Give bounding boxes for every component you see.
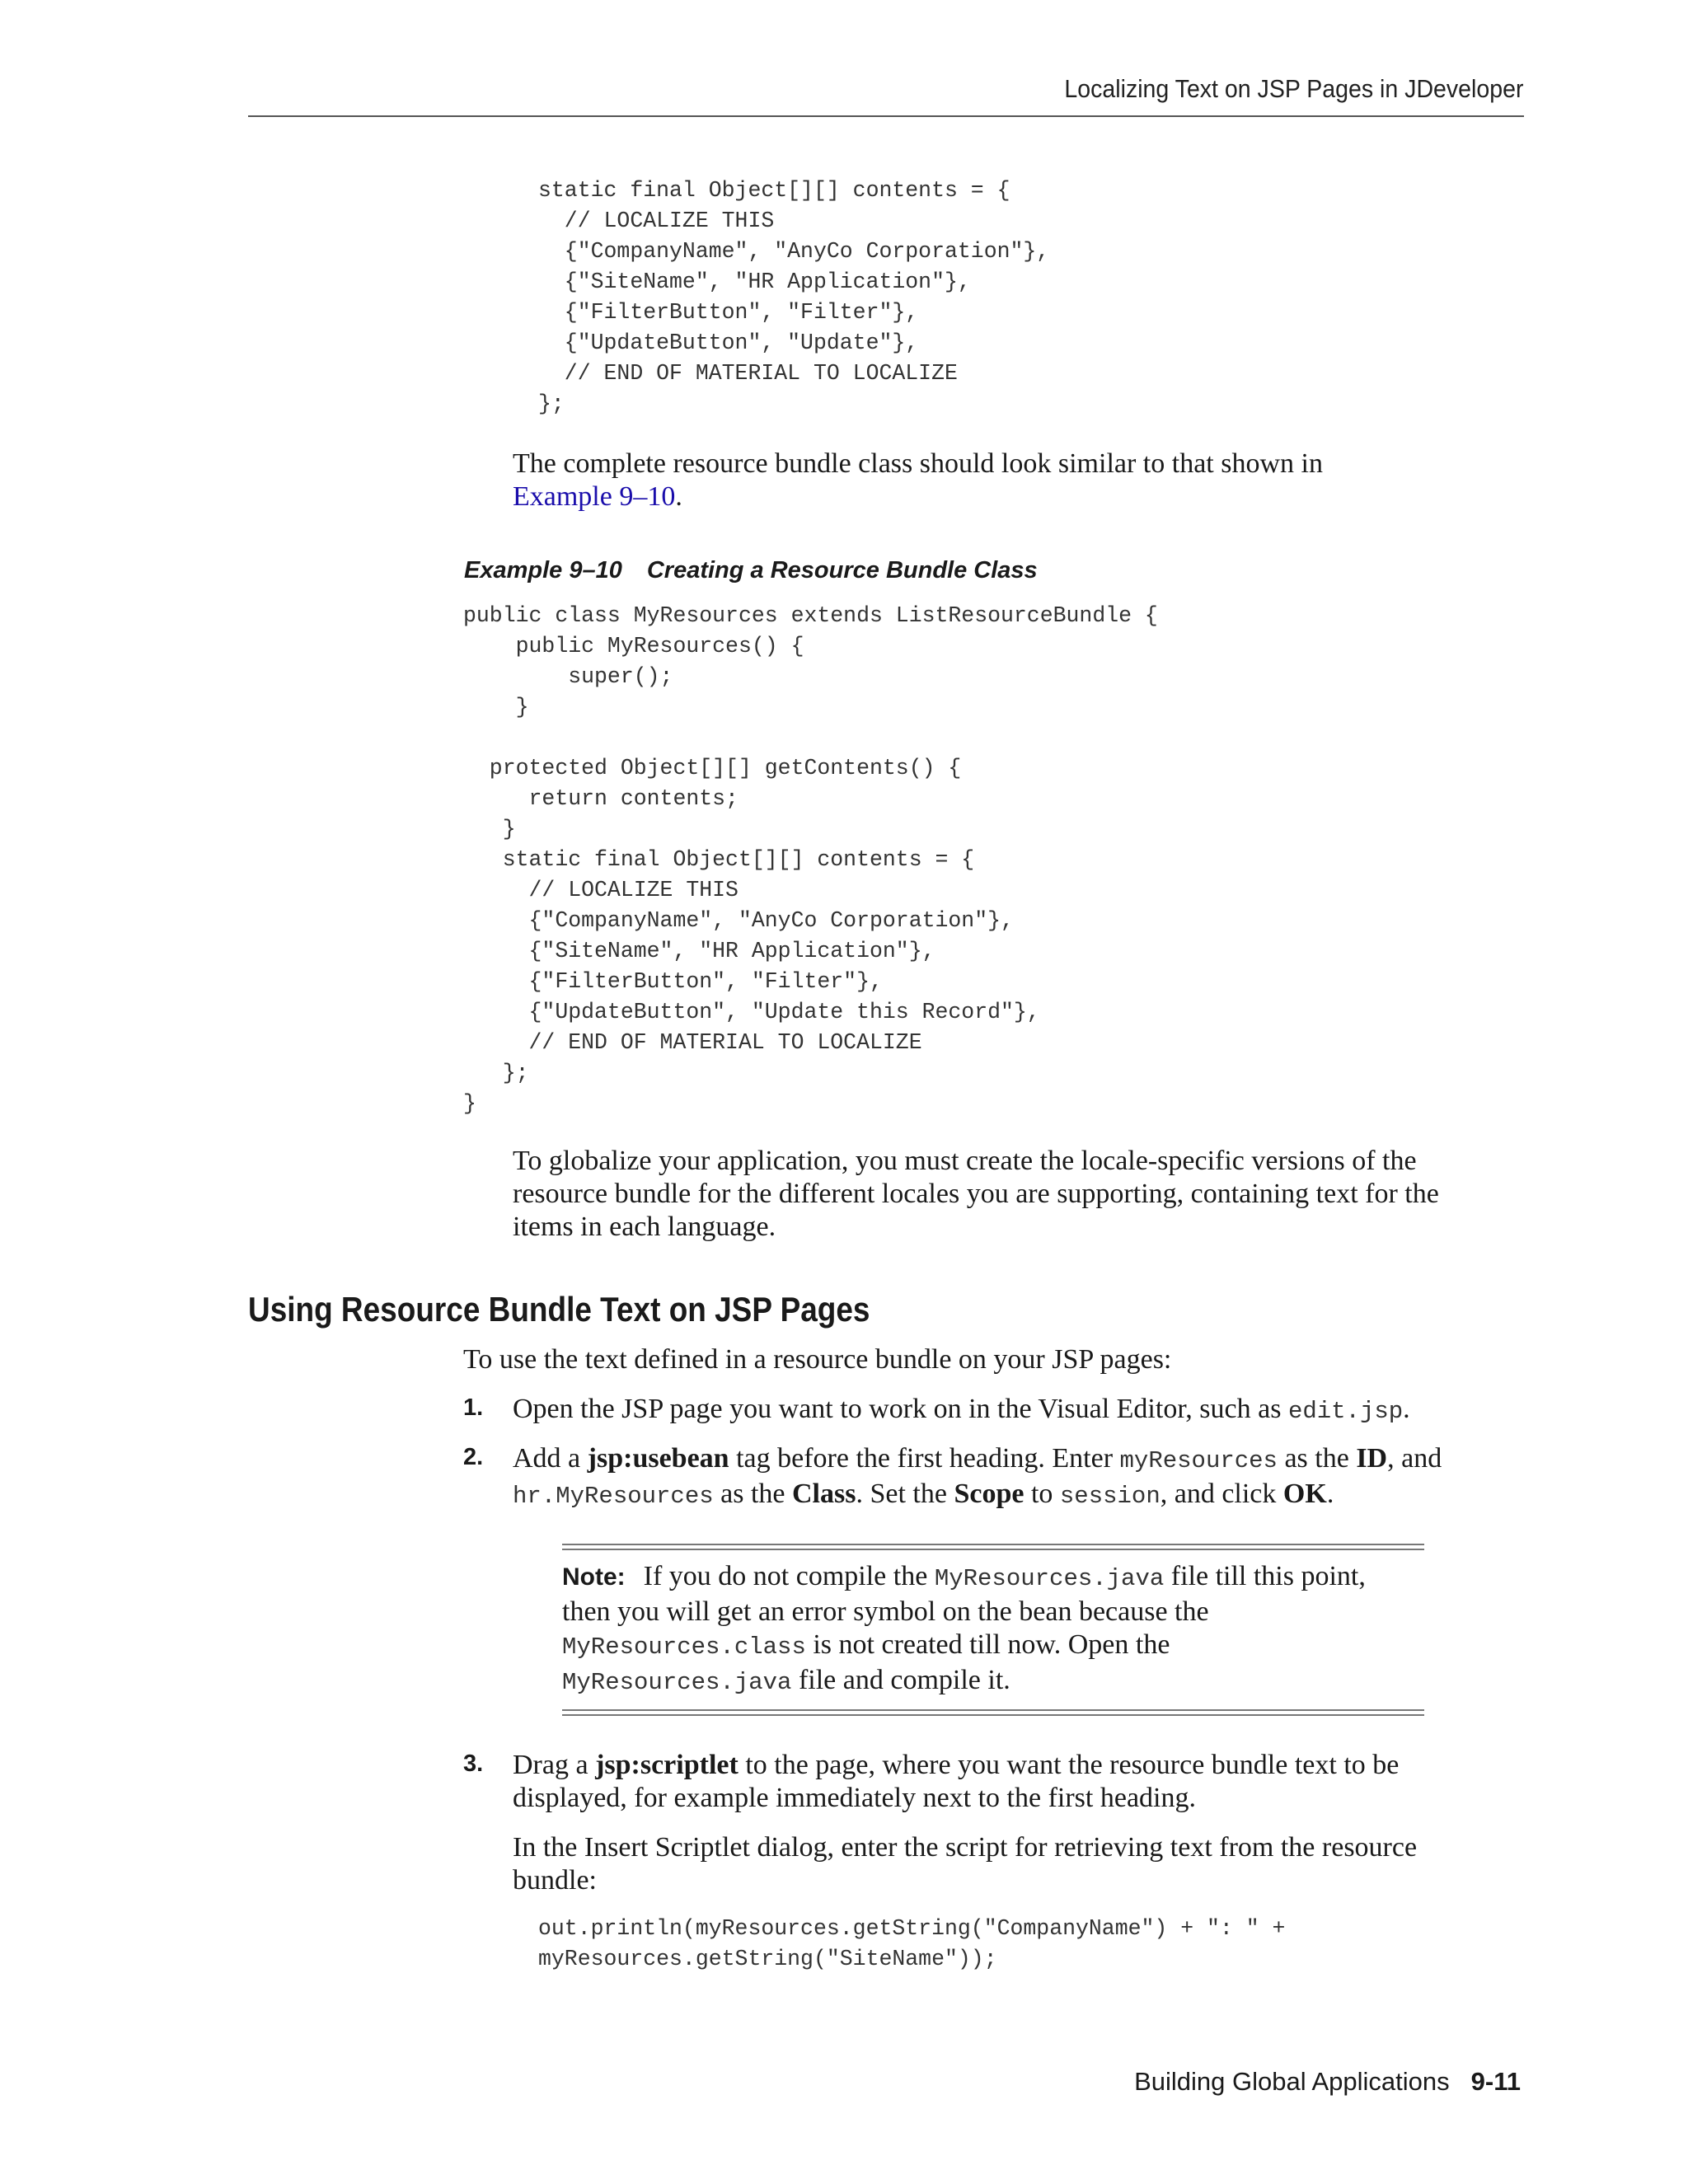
code-block-example: public class MyResources extends ListResourceBundle { public MyResources() { super(); } protected Object[][] getContents() { return contents; } static final Object[][] contents = { // LOCALIZE THIS {"CompanyName", "AnyCo Corporation"}, {"SiteName", "HR Application"}, {"FilterButton", "Filter"}, {"UpdateButton", "Update this Record"}, // END OF MATERIAL TO LOCALIZE }; } — [463, 603, 1158, 1116]
inline-code: hr.MyResources — [513, 1483, 714, 1510]
code-block-contents: static final Object[][] contents = { // LOCALIZE THIS {"CompanyName", "AnyCo Corporation"}, {"SiteName", "HR Application"}, {"FilterButton", "Filter"}, {"UpdateButton", "Update"}, // END OF MATERIAL TO LOCALIZE }; — [538, 178, 1050, 416]
inline-code: MyResources.class — [562, 1633, 806, 1661]
step-3-text — [513, 1749, 1399, 1815]
note-rule-bottom — [562, 1714, 1424, 1716]
paragraph-line: Note: If you do not compile the MyResources.java file till this point, — [562, 1561, 1366, 1592]
inline-code: MyResources.java — [562, 1669, 792, 1696]
paragraph-globalize — [513, 1145, 1439, 1244]
paragraph-line: resource bundle for the different locales you are supporting, containing text for the — [513, 1179, 1439, 1209]
example-link[interactable]: Example 9–10 — [513, 481, 676, 512]
note-label: Note: — [562, 1563, 626, 1591]
paragraph-line: items in each language. — [513, 1212, 776, 1242]
paragraph-line: hr.MyResources as the Class. Set the Scope to session, and click OK. — [513, 1479, 1334, 1510]
paragraph-line: Add a jsp:usebean tag before the first heading. Enter myResources as the ID, and — [513, 1443, 1442, 1474]
paragraph-line: MyResources.java file and compile it. — [562, 1665, 1010, 1696]
step-3-paragraph — [513, 1831, 1417, 1897]
page-footer — [1134, 2067, 1521, 2097]
inline-code: edit.jsp — [1287, 1398, 1404, 1425]
paragraph-line: The complete resource bundle class should look similar to that shown in — [513, 448, 1323, 479]
note-box — [562, 1544, 1424, 1716]
paragraph-resource-bundle — [513, 448, 1323, 513]
step-number: 3. — [463, 1750, 484, 1777]
inline-code: MyResources.java — [934, 1565, 1165, 1592]
step-2-text — [513, 1442, 1442, 1513]
header-rule — [248, 115, 1524, 117]
section-intro: To use the text defined in a resource bundle on your JSP pages: — [463, 1344, 1172, 1375]
paragraph-line: then you will get an error symbol on the bean because the — [562, 1596, 1209, 1627]
step-number: 1. — [463, 1394, 484, 1421]
example-number: Example 9–10 — [464, 557, 622, 583]
inline-code: session — [1059, 1483, 1160, 1510]
step-number: 2. — [463, 1444, 484, 1470]
example-title — [464, 557, 1038, 584]
footer-title: Building Global Applications — [1134, 2067, 1450, 2096]
note-text — [562, 1560, 1424, 1699]
example-caption: Creating a Resource Bundle Class — [646, 557, 1038, 583]
paragraph-line: In the Insert Scriptlet dialog, enter the script for retrieving text from the resource — [513, 1832, 1418, 1863]
page-number: 9-11 — [1470, 2067, 1521, 2096]
paragraph-line: bundle: — [513, 1865, 597, 1896]
code-block-scriptlet: out.println(myResources.getString("CompanyName") + ": " + myResources.getString("SiteName")); — [538, 1916, 1286, 1971]
paragraph-line: Example 9–10. — [513, 481, 682, 512]
section-heading: Using Resource Bundle Text on JSP Pages — [248, 1290, 870, 1329]
note-rule-top — [562, 1549, 1424, 1550]
running-header: Localizing Text on JSP Pages in JDeveloper — [1063, 74, 1523, 103]
paragraph-line: MyResources.class is not created till now. Open the — [562, 1629, 1170, 1661]
paragraph-line: To globalize your application, you must create the locale-specific versions of the — [513, 1146, 1417, 1176]
paragraph-line: displayed, for example immediately next to the first heading. — [513, 1783, 1196, 1813]
step-1-text: Open the JSP page you want to work on in the Visual Editor, such as edit.jsp. — [513, 1394, 1410, 1425]
note-rule-bottom — [562, 1709, 1424, 1711]
paragraph-line: Drag a jsp:scriptlet to the page, where you want the resource bundle text to be — [513, 1750, 1400, 1780]
inline-code: myResources — [1119, 1447, 1278, 1474]
note-rule-top — [562, 1544, 1424, 1545]
